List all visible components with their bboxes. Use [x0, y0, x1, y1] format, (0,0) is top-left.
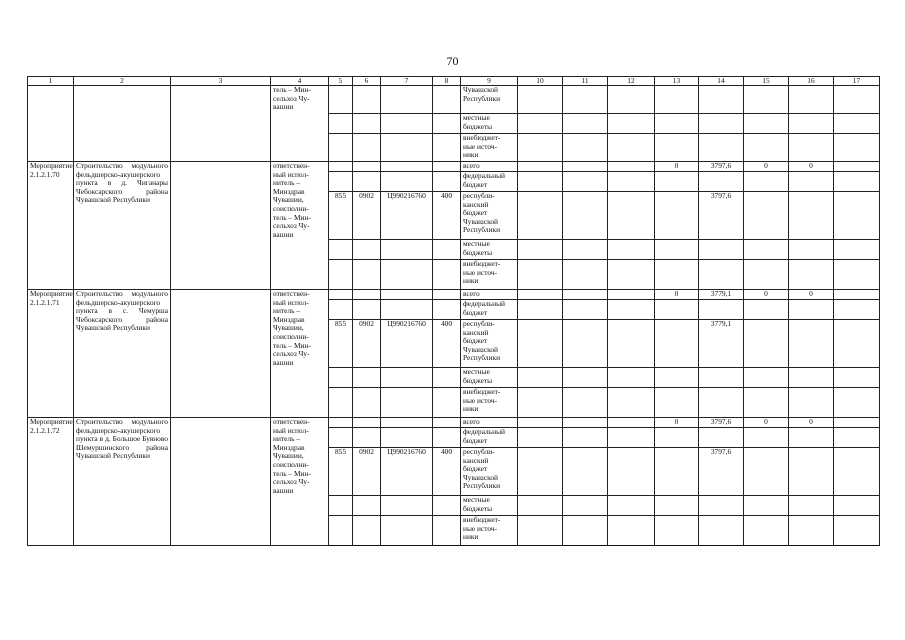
- funding-source: местные бюджеты: [461, 114, 518, 134]
- amount-cell: 3797,6: [699, 192, 744, 240]
- csr-code: Ц990216760: [381, 448, 433, 496]
- column-header: 13: [655, 77, 699, 86]
- grbs-code: 855: [329, 448, 353, 496]
- measure-name: Строительство модульного фельдшерско-акушерского пункта в с. Чемурша Чебоксарского района Чувашской Республики: [74, 290, 171, 418]
- column-header: 15: [744, 77, 789, 86]
- column-header: 10: [518, 77, 563, 86]
- column-header: 16: [789, 77, 834, 86]
- budget-table: [27, 76, 880, 546]
- column-header: 1: [28, 77, 74, 86]
- amount-cell: 3779,1: [699, 290, 744, 300]
- amount-cell: 0: [744, 418, 789, 428]
- amount-cell: 3797,6: [699, 162, 744, 172]
- funding-source: местные бюджеты: [461, 496, 518, 516]
- column-header: 11: [563, 77, 608, 86]
- funding-source: федеральный бюджет: [461, 300, 518, 320]
- executor-cell: тель – Мин- сельхоз Чу- вашии: [271, 86, 329, 162]
- funding-source: всего: [461, 162, 518, 172]
- amount-cell: 3797,6: [699, 418, 744, 428]
- grbs-code: 855: [329, 320, 353, 368]
- column-number-row: [28, 77, 880, 86]
- amount-cell: 0: [655, 290, 699, 300]
- table-row: [28, 162, 880, 172]
- grbs-code: 855: [329, 192, 353, 240]
- column-header: 7: [381, 77, 433, 86]
- measure-code: Мероприятие 2.1.2.1.71: [28, 290, 74, 418]
- funding-source: внебюджет- ные источ- ники: [461, 388, 518, 418]
- measure-name: Строительство модульного фельдшерско-акушерского пункта в д. Большое Буяново Шемуршинского района Чувашской Республики: [74, 418, 171, 546]
- funding-source: внебюджет- ные источ- ники: [461, 260, 518, 290]
- executor-cell: ответствен- ный испол- нитель – Минздрав Чувашии, соисполни- тель – Мин- сельхоз Чу- вашии: [271, 162, 329, 290]
- amount-cell: 0: [789, 418, 834, 428]
- funding-source: Чувашской Республики: [461, 86, 518, 114]
- amount-cell: 3779,1: [699, 320, 744, 368]
- funding-source: республи- канский бюджет Чувашской Республики: [461, 192, 518, 240]
- csr-code: Ц990216760: [381, 192, 433, 240]
- rzpr-code: 0902: [353, 320, 381, 368]
- amount-cell: 0: [789, 290, 834, 300]
- column-header: 8: [433, 77, 461, 86]
- column-header: 5: [329, 77, 353, 86]
- funding-source: всего: [461, 290, 518, 300]
- funding-source: внебюджет- ные источ- ники: [461, 516, 518, 546]
- funding-source: внебюджет- ные источ- ники: [461, 134, 518, 162]
- amount-cell: 0: [655, 418, 699, 428]
- executor-cell: ответствен- ный испол- нитель – Минздрав Чувашии, соисполни- тель – Мин- сельхоз Чу- вашии: [271, 418, 329, 546]
- funding-source: федеральный бюджет: [461, 172, 518, 192]
- column-header: 14: [699, 77, 744, 86]
- measure-code: Мероприятие 2.1.2.1.72: [28, 418, 74, 546]
- column-header: 12: [608, 77, 655, 86]
- amount-cell: 0: [744, 162, 789, 172]
- column-header: 9: [461, 77, 518, 86]
- column-header: 6: [353, 77, 381, 86]
- funding-source: федеральный бюджет: [461, 428, 518, 448]
- funding-source: всего: [461, 418, 518, 428]
- funding-source: республи- канский бюджет Чувашской Республики: [461, 448, 518, 496]
- amount-cell: 0: [744, 290, 789, 300]
- vr-code: 400: [433, 192, 461, 240]
- rzpr-code: 0902: [353, 448, 381, 496]
- rzpr-code: 0902: [353, 192, 381, 240]
- funding-source: местные бюджеты: [461, 240, 518, 260]
- csr-code: Ц990216760: [381, 320, 433, 368]
- amount-cell: 0: [789, 162, 834, 172]
- column-header: 2: [74, 77, 171, 86]
- table-row: [28, 86, 880, 114]
- funding-source: местные бюджеты: [461, 368, 518, 388]
- table-row: [28, 290, 880, 300]
- column-header: 4: [271, 77, 329, 86]
- column-header: 17: [834, 77, 880, 86]
- measure-name: Строительство модульного фельдшерско-акушерского пункта в д. Чиганары Чебоксарского района Чувашской Республики: [74, 162, 171, 290]
- executor-cell: ответствен- ный испол- нитель – Минздрав Чувашии, соисполни- тель – Мин- сельхоз Чу- вашии: [271, 290, 329, 418]
- amount-cell: 3797,6: [699, 448, 744, 496]
- measure-code: Мероприятие 2.1.2.1.70: [28, 162, 74, 290]
- vr-code: 400: [433, 320, 461, 368]
- funding-source: республи- канский бюджет Чувашской Республики: [461, 320, 518, 368]
- vr-code: 400: [433, 448, 461, 496]
- column-header: 3: [171, 77, 271, 86]
- page-number: 70: [446, 54, 459, 68]
- table-row: [28, 418, 880, 428]
- amount-cell: 0: [655, 162, 699, 172]
